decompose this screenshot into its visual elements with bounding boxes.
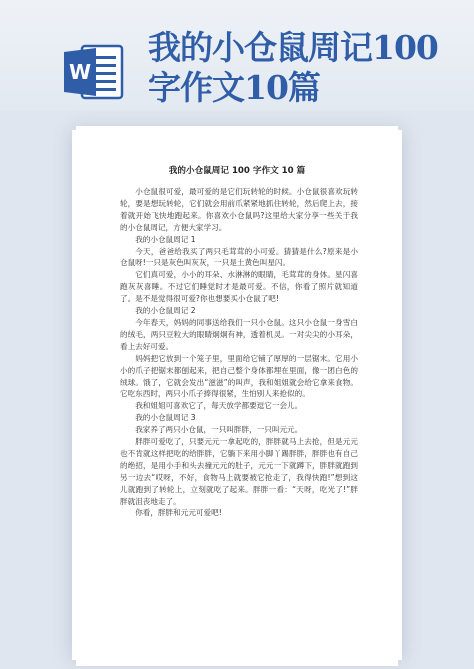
section-heading: 我的小仓鼠周记 3 [135, 413, 196, 423]
word-icon-letter: W [68, 60, 92, 84]
document-title: 我的小仓鼠周记 100 字作文 10 篇 [168, 166, 306, 176]
document-page [76, 126, 398, 666]
paragraph: 胖胖可爱吃了，只要元元一拿起吃的，胖胖就马上去抢，但是元元也不肯就这样把吃的给胖胖，它躺下来用小脚丫踢胖胖，胖胖也有自己的绝招，是用小手和头去撞元元的肚子，元元一下就蹲下，胖胖就跑到另一边去“哎呀，不好，食物马上就要被它抢走了，我得快跑!”想到这儿就跑到了转轮上，立刻就吃了起来。胖胖一看：“天呀，吃光了!”胖胖就沮丧地走了。 [120, 437, 358, 506]
page-headline: 我的小仓鼠周记100字作文10篇 [148, 28, 438, 107]
paragraph: 我家养了两只小仓鼠，一只叫胖胖，一只叫元元。 [135, 425, 303, 435]
document-body [120, 186, 358, 519]
paragraph: 你看，胖胖和元元可爱吧! [135, 508, 222, 518]
paragraph: 今年春天，妈妈的同事送给我们一只小仓鼠。这只小仓鼠一身雪白的绒毛，两只豆粒大的眼睛炯炯有神，透着机灵。一对尖尖的小耳朵，看上去好可爱。 [120, 317, 358, 351]
paragraph: 妈妈把它放到一个笼子里，里面给它铺了厚厚的一层锯末。它用小小的爪子把锯末都刨起来，把自己整个身体都埋在里面，像一团白色的绒球。饿了，它就会发出“滋滋”的叫声，我和姐姐就会给它拿来食物。它吃东西时，两只小爪子捧得很紧，生怕别人来抢似的。 [120, 353, 358, 399]
section-heading: 我的小仓鼠周记 1 [135, 234, 196, 244]
section-heading: 我的小仓鼠周记 2 [135, 306, 196, 316]
word-document-icon [62, 42, 126, 102]
paragraph: 今天，爸爸给我买了两只毛茸茸的小可爱。猜猜是什么?原来是小仓鼠呀!一只是灰色叫灰灰，一只是土黄色叫星闪。 [120, 246, 358, 268]
intro-paragraph: 小仓鼠很可爱，最可爱的是它们玩转轮的时候。小仓鼠很喜欢玩转轮，要是想玩转轮，它们就会用前爪紧紧地抓住转轮，然后爬上去，接着就开始飞快地跑起来。你喜欢小仓鼠吗?这里给大家分享一些关于我的小仓鼠周记，方便大家学习。 [120, 187, 358, 232]
paragraph: 我和姐姐可喜欢它了，每天放学都要逗它一会儿。 [135, 401, 303, 411]
paragraph: 它们真可爱，小小的耳朵、水淋淋的眼睛，毛茸茸的身体。星闪喜跑灰灰喜睡。不过它们睡觉时才是最可爱。不信，你看了照片就知道了。是不是觉得很可爱?你也想要买小仓鼠了吧! [120, 270, 358, 304]
